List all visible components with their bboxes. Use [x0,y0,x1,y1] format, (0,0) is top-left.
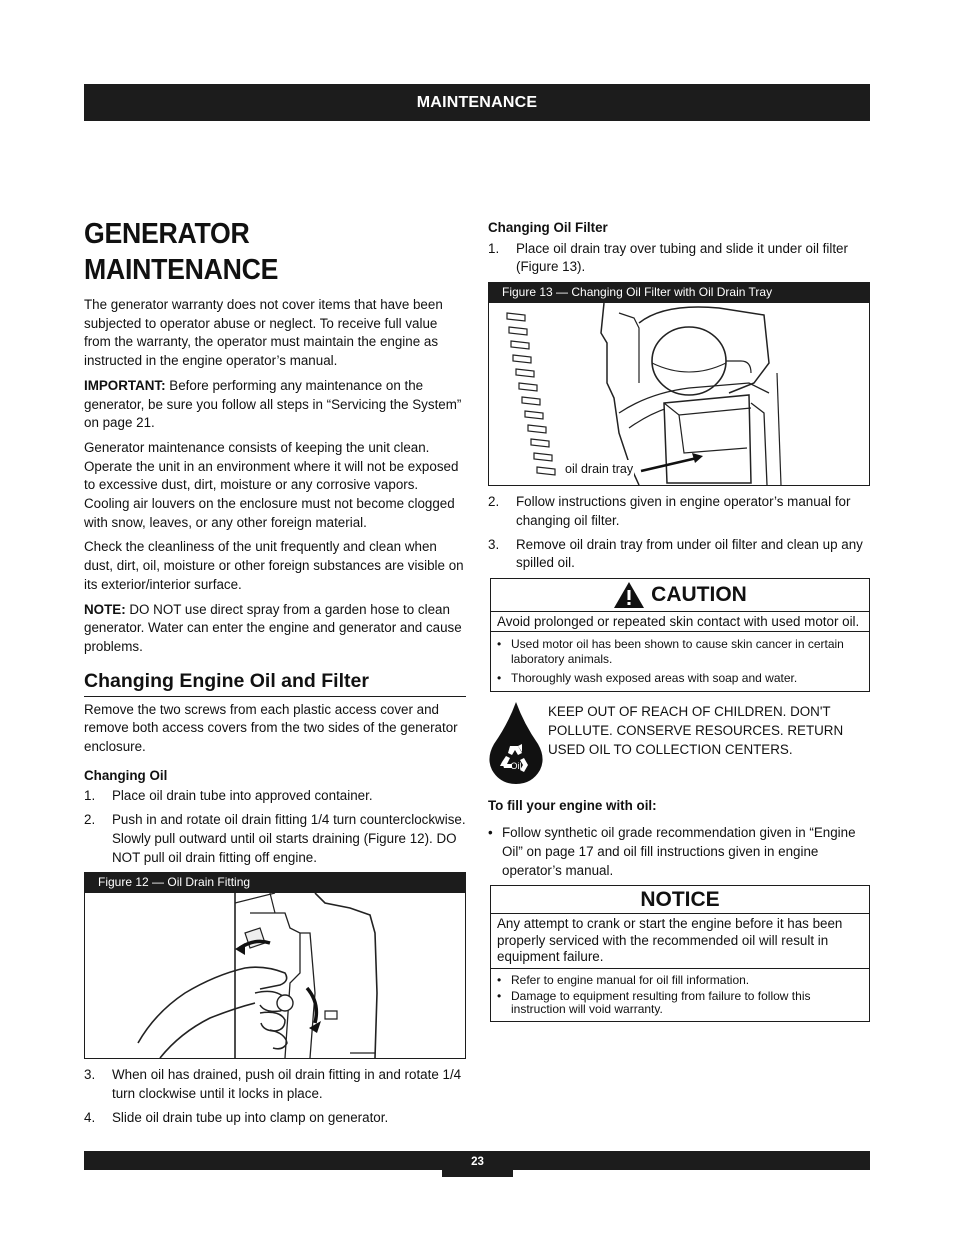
list-item: • Refer to engine manual for oil fill information. [497,972,750,987]
recycle-notice [488,702,870,790]
step-number: 3. [84,1067,96,1083]
figure-12-caption: Figure 12 — Oil Drain Fitting [85,873,465,893]
caution-lead: Avoid prolonged or repeated skin contact with used motor oil. [491,612,869,633]
figure-13-illustration [489,303,869,485]
step-number: 1. [488,240,500,256]
list-item [488,493,870,530]
notice-bullet-text: Damage to equipment resulting from failure to follow this instruction will void warranty. [511,988,811,1016]
section-header [84,84,870,121]
oil-drain-tray-callout: oil drain tray [564,460,634,479]
left-column [84,216,466,1132]
list-item: • Thoroughly wash exposed areas with soap and water. [497,671,798,686]
important-text: Before performing any maintenance on the generator, be sure you follow all steps in “Servicing the System” on page 21. [84,377,462,431]
right-column [488,219,870,1022]
oil-drop-recycle-icon [488,702,544,790]
caution-bullet-text: Thoroughly wash exposed areas with soap and water. [511,671,798,686]
step-text: Place oil drain tray over tubing and slide it under oil filter (Figure 13). [516,240,848,275]
note-text: DO NOT use direct spray from a garden hose to clean generator. Water can enter the engine and generator and cause problems. [84,601,462,654]
step-text: When oil has drained, push oil drain fitting in and rotate 1/4 turn clockwise until it locks in place. [112,1067,462,1101]
step-text: Push in and rotate oil drain fitting 1/4 turn counterclockwise. Slowly pull outward until oil starts draining (Figure 12). DO NOT pull oil drain fitting off engine. [112,812,466,865]
page-number [442,1151,513,1177]
list-item: • Follow synthetic oil grade recommendation given in “Engine Oil” on page 17 and oil fill instructions given in engine operator’s manual. [488,824,870,880]
recycle-icon-label: Oil [510,760,522,771]
fill-oil-heading: To fill your engine with oil: [488,797,657,813]
notice-box [490,885,870,1022]
step-number: 1. [84,788,96,804]
page-title: GENERATOR MAINTENANCE [84,218,279,286]
filter-steps-list-continued [488,493,870,573]
figure-13-caption: Figure 13 — Changing Oil Filter with Oil Drain Tray [489,283,869,303]
section-heading: Changing Engine Oil and Filter [84,669,466,697]
section-header-label: MAINTENANCE [416,93,538,111]
warning-triangle-icon [613,581,645,609]
subheading-changing-oil: Changing Oil [84,767,168,783]
step-number: 2. [84,812,96,828]
figure-12 [84,872,466,1059]
figure-12-illustration [85,893,465,1058]
list-item [488,240,870,277]
oil-steps-list-continued [84,1066,466,1127]
notice-lead: Any attempt to crank or start the engine before it has been properly serviced with the recommended oil will result in equipment failure. [491,914,869,969]
list-item [84,1109,466,1128]
step-number: 4. [84,1109,96,1125]
list-item [84,787,466,806]
section-intro: Remove the two screws from each plastic access cover and remove both access covers from the two sides of the generator enclosure. [84,701,458,755]
page-number-text: 23 [471,1156,484,1168]
caution-bullet-text: Used motor oil has been shown to cause skin cancer in certain laboratory animals. [511,637,844,666]
note-label: NOTE: [84,601,126,617]
step-text: Slide oil drain tube up into clamp on generator. [112,1109,389,1125]
step-number: 2. [488,494,500,510]
step-text: Follow instructions given in engine operator’s manual for changing oil filter. [516,494,851,528]
step-number: 3. [488,536,500,552]
caution-title: CAUTION [651,582,747,606]
notice-bullet-text: Refer to engine manual for oil fill information. [511,972,750,987]
caution-bullets [491,632,869,691]
list-item [84,811,466,867]
check-paragraph: Check the cleanliness of the unit frequently and clean when dust, dirt, oil, moisture or other foreign substances are visible on its exterior/interior surface. [84,539,464,592]
fill-oil-bullet-text: Follow synthetic oil grade recommendation given in “Engine Oil” on page 17 and oil fill instructions given in engine operator’s manual. [502,825,856,878]
step-text: Place oil drain tube into approved container. [112,788,373,804]
filter-steps-list [488,240,870,277]
caution-header [491,579,869,612]
oil-filter-illustration [489,303,869,485]
list-item [488,536,870,573]
notice-title: NOTICE [640,887,720,911]
list-item: • Damage to equipment resulting from failure to follow this instruction will void warranty. [497,990,863,1016]
notice-header [491,886,869,914]
note-paragraph [84,601,466,657]
important-label: IMPORTANT: [84,377,166,393]
recycle-text: KEEP OUT OF REACH OF CHILDREN. DON'T POLLUTE. CONSERVE RESOURCES. RETURN USED OIL TO COLLECTION CENTERS. [548,703,844,757]
figure-13 [488,282,870,486]
important-paragraph [84,377,466,433]
oil-drain-illustration [85,893,465,1058]
caution-box [490,578,870,692]
fill-oil-list [488,824,870,880]
step-text: Remove oil drain tray from under oil filter and clean up any spilled oil. [516,536,863,571]
intro-paragraph: The generator warranty does not cover items that have been subjected to operator abuse or neglect. To receive full value from the warranty, the operator must maintain the engine as instructed in the engine operator’s manual. [84,297,443,369]
list-item: • Used motor oil has been shown to cause skin cancer in certain laboratory animals. [497,637,863,666]
list-item [84,1066,466,1103]
notice-bullets [491,969,869,1021]
subheading-changing-oil-filter: Changing Oil Filter [488,220,608,235]
oil-steps-list [84,787,466,867]
cleaning-paragraph: Generator maintenance consists of keeping the unit clean. Operate the unit in an environment where it will not be exposed to excessive dust, dirt, moisture or any corrosive vapors. Cooling air louvers on the enclosure must not become clogged with snow, leaves, or any other foreign material. [84,439,459,530]
